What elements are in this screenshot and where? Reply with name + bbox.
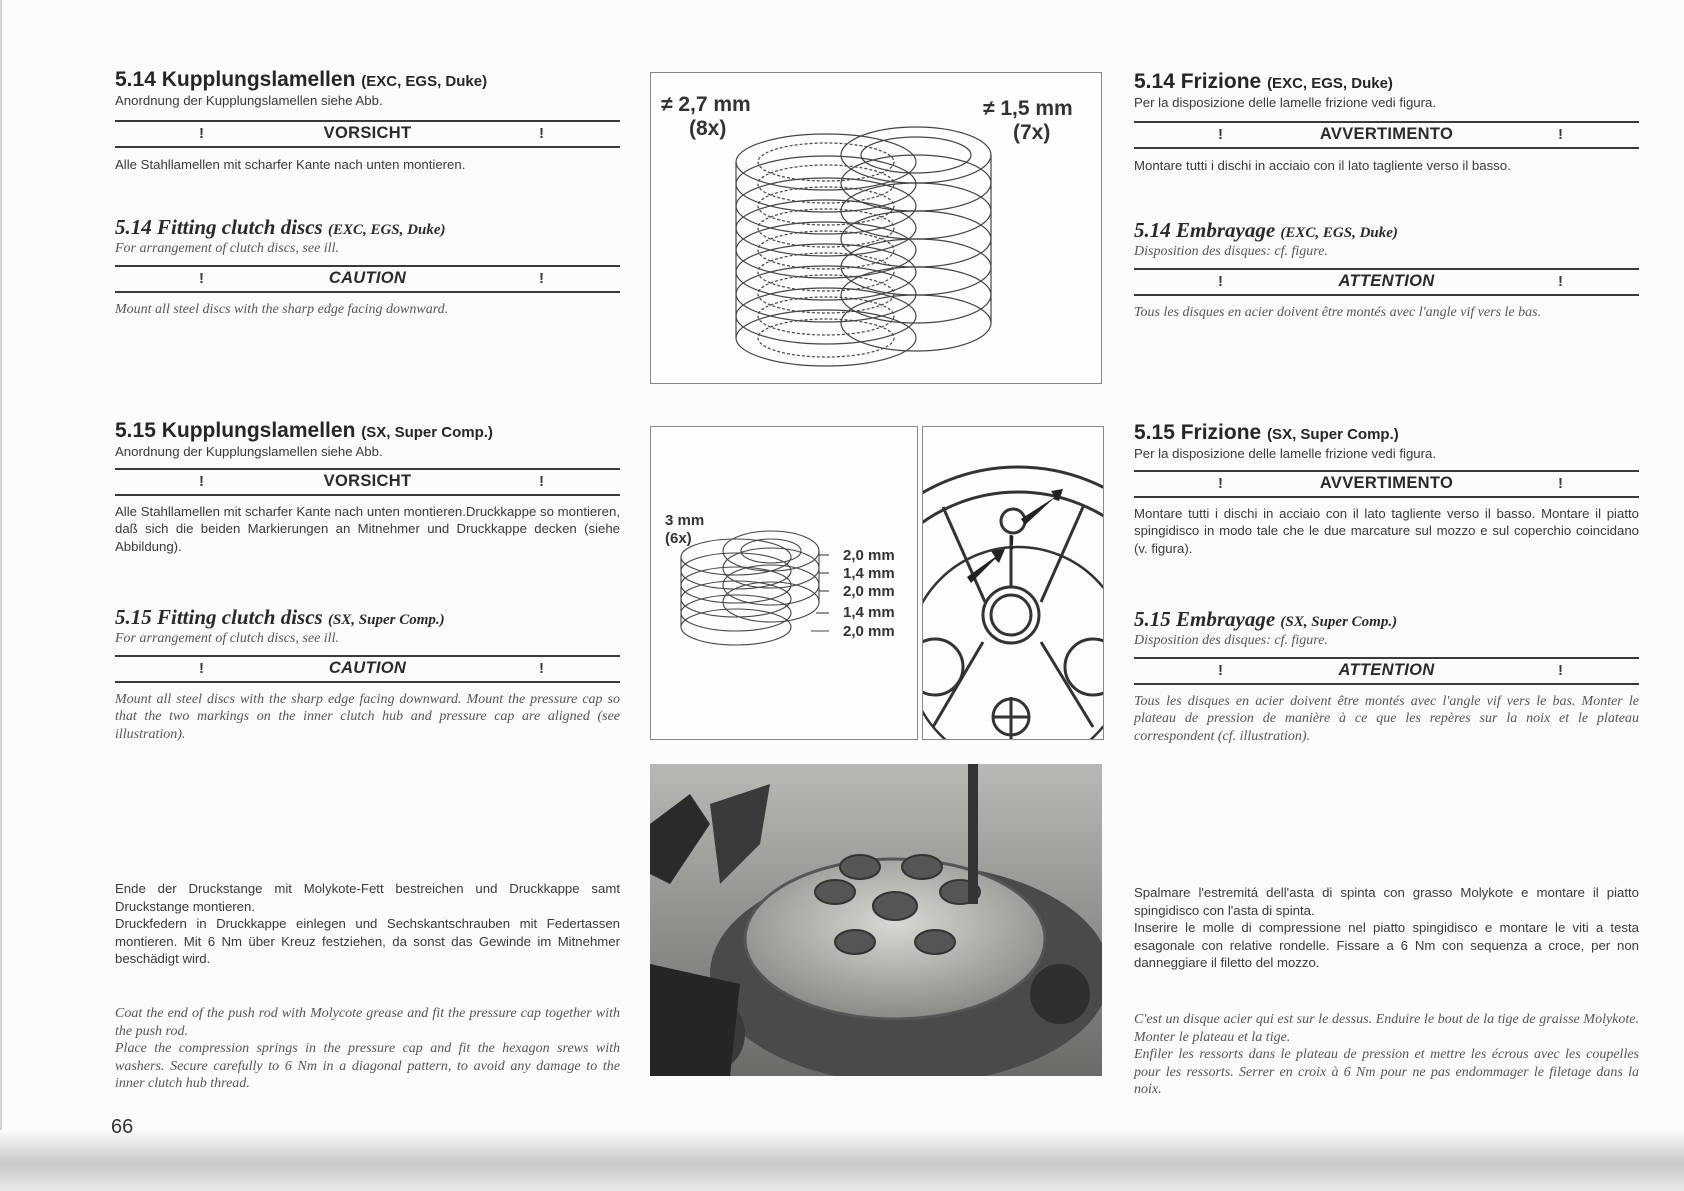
paragraph: Place the compression springs in the pressure cap and fit the hexagon srews with washers. Secure carefully to 6 Nm in a diagonal pattern, to avoid any damage to the inner clutch hub thread. [115,1041,620,1091]
figure-clutch-disc-stack [650,72,1102,384]
clutch-photo-illustration [650,764,1102,1076]
section-5-14-it [1134,70,1639,174]
section-5-14-en [115,215,620,318]
section-title: 5.14 Kupplungslamellen (EXC, EGS, Duke) [115,68,488,91]
warning-bar: ! CAUTION ! [115,265,620,293]
section-text: Alle Stahllamellen mit scharfer Kante nach unten montieren. [115,156,466,172]
section-intro: For arrangement of clutch discs, see ill. [115,241,339,256]
section-title: 5.15 Frizione (SX, Super Comp.) [1134,421,1399,444]
disc-thickness-label: 1,4 mm [843,604,895,621]
section-intro: Disposition des disques: cf. figure. [1134,633,1328,648]
disc-thickness-label: 2,0 mm [843,583,895,600]
section-title: 5.14 Frizione (EXC, EGS, Duke) [1134,70,1393,93]
section-5-14-fr [1134,218,1639,321]
section-title: 5.14 Fitting clutch discs (EXC, EGS, Duke) [115,215,446,239]
section-title: 5.15 Fitting clutch discs (SX, Super Comp.) [115,605,445,629]
section-title: 5.14 Embrayage (EXC, EGS, Duke) [1134,218,1398,242]
section-5-15-it [1134,421,1639,557]
paragraph: Enfiler les ressorts dans le plateau de pression et mettre les écrous avec les coupelles pour les ressorts. Serrer en croix à 6 Nm pour ne pas endommager le filetage dans la noix. [1134,1047,1639,1097]
section-text: Tous les disques en acier doivent être montés avec l'angle vif vers le bas. [1134,304,1542,320]
warning-bar: ! VORSICHT ! [115,120,620,148]
paragraph: Coat the end of the push rod with Molycote grease and fit the pressure cap together with the push rod. [115,1006,620,1039]
page-number: 66 [111,1116,134,1138]
pressure-cap-drawing [923,427,1103,739]
disc-thickness-label: ≠ 1,5 mm [983,97,1073,120]
disc-thickness-label: 2,0 mm [843,547,895,564]
warning-bar: ! VORSICHT ! [115,468,620,496]
section-text: Montare tutti i dischi in acciaio con il lato tagliente verso il basso. Montare il piatto spingidisco in modo tale che le due marcature sul mozzo e sul coperchio coincidano (v. figura). [1134,505,1639,556]
warning-bar: ! CAUTION ! [115,655,620,683]
disc-thickness-label: 2,0 mm [843,623,895,640]
section-5-15-de [115,419,620,555]
section-intro: Anordnung der Kupplungslamellen siehe Abb. [115,93,383,108]
push-rod-de [115,880,620,968]
push-rod-en [115,1005,620,1093]
section-text: Mount all steel discs with the sharp edge facing downward. Mount the pressure cap so that the two markings on the inner clutch hub and pressure cap are aligned (see illustration). [115,691,620,742]
page-edge [0,0,2,1191]
section-5-15-fr [1134,607,1639,745]
section-text: Montare tutti i dischi in acciaio con il lato tagliente verso il basso. [1134,157,1511,173]
push-rod-it [1134,884,1639,972]
paragraph: Druckfedern in Druckkappe einlegen und Sechskantschrauben mit Federtassen montieren. Mit 6 Nm über Kreuz festziehen, da sonst das Gewinde im Mitnehmer beschädigt wird. [115,916,620,966]
disc-count-label: (6x) [665,530,692,547]
svg-text:!: ! [1009,533,1015,553]
paragraph: C'est un disque acier qui est sur le dessus. Enduire le bout de la tige de graisse Molykote. Monter le plateau et la tige. [1134,1012,1639,1045]
section-5-15-en [115,605,620,743]
section-text: Alle Stahllamellen mit scharfer Kante nach unten montieren.Druckkappe so montieren, daß sich die beiden Markierungen an Mitnehmer und Druckkappe decken (siehe Abbildung). [115,503,620,554]
warning-bar: ! ATTENTION ! [1134,268,1639,296]
section-intro: Per la disposizione delle lamelle frizione vedi figura. [1134,95,1437,110]
disc-count-label: (8x) [689,117,727,140]
section-text: Tous les disques en acier doivent être montés avec l'angle vif vers le bas. Monter le plateau de pression de manière à ce que les repères sur la noix et le plateau correspondent (cf. illustration). [1134,693,1639,744]
paragraph: Inserire le molle di compressione nel piatto spingidisco e montare le viti a testa esagonale con relative rondelle. Fissare a 6 Nm con sequenza a croce, per non danneggiare il filetto del mozzo. [1134,920,1639,970]
section-text: Mount all steel discs with the sharp edge facing downward. [115,301,449,317]
warning-bar: ! AVVERTIMENTO ! [1134,121,1639,149]
section-intro: Disposition des disques: cf. figure. [1134,244,1328,259]
paragraph: Spalmare l'estremitá dell'asta di spinta con grasso Molykote e montare il piatto spingidisco con l'asta di spinta. [1134,885,1639,918]
section-5-14-de [115,68,620,173]
page-bottom-shadow [0,1130,1684,1191]
section-title: 5.15 Embrayage (SX, Super Comp.) [1134,607,1398,631]
section-intro: For arrangement of clutch discs, see ill. [115,631,339,646]
figure-clutch-disc-stack-sx [650,426,918,740]
paragraph: Ende der Druckstange mit Molykote-Fett bestreichen und Druckkappe samt Druckstange montieren. [115,881,620,914]
section-title: 5.15 Kupplungslamellen (SX, Super Comp.) [115,419,493,442]
figure-pressure-cap-markings [922,426,1104,740]
photo-clutch-assembly [650,764,1102,1076]
push-rod-fr [1134,1011,1639,1099]
section-intro: Per la disposizione delle lamelle frizione vedi figura. [1134,446,1437,461]
warning-bar: ! AVVERTIMENTO ! [1134,470,1639,498]
disc-thickness-label: ≠ 2,7 mm [661,93,751,116]
section-intro: Anordnung der Kupplungslamellen siehe Abb. [115,444,383,459]
disc-thickness-label: 3 mm [665,512,705,529]
warning-bar: ! ATTENTION ! [1134,657,1639,685]
disc-count-label: (7x) [1013,121,1051,144]
disc-thickness-label: 1,4 mm [843,565,895,582]
